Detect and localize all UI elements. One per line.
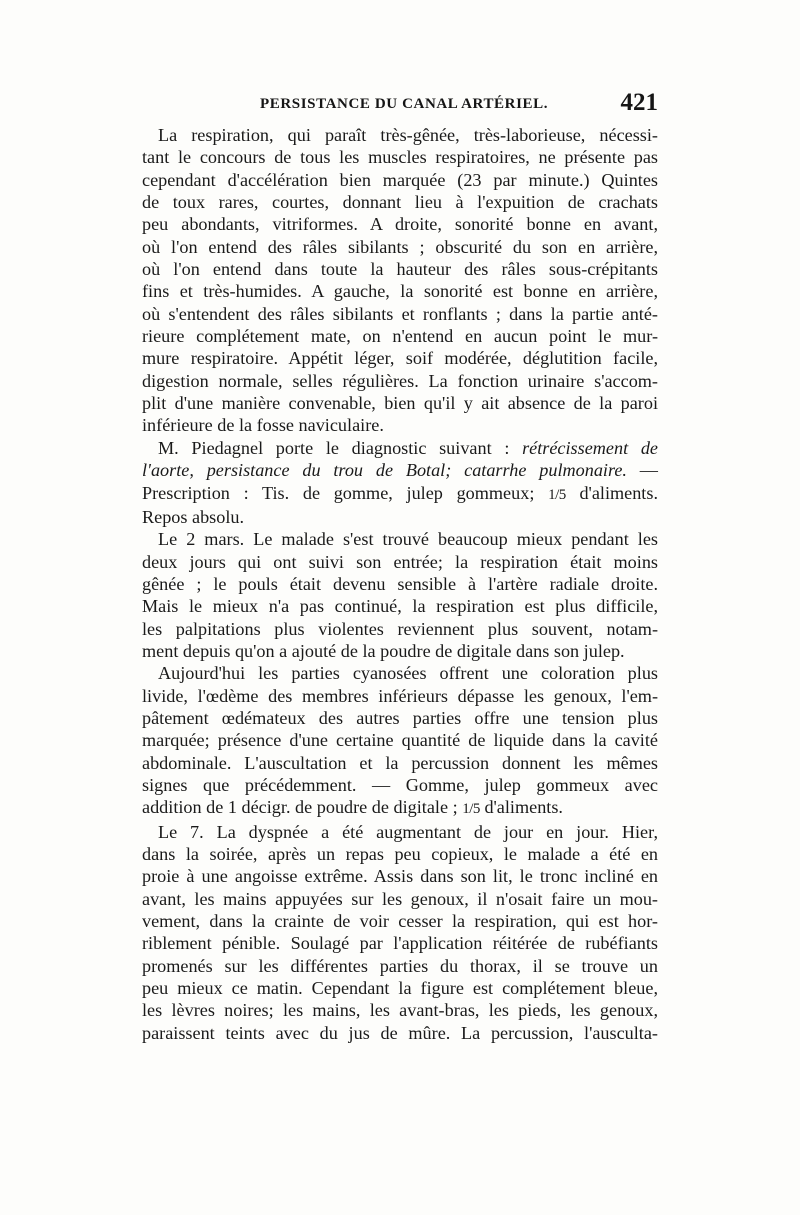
- text-line: de toux rares, courtes, donnant lieu à l'expuition de crachats: [142, 192, 658, 213]
- text-line: plit d'une manière convenable, bien qu'il y ait absence de la paroi: [142, 393, 658, 414]
- text-line: Le 2 mars. Le malade s'est trouvé beaucoup mieux pendant les: [158, 529, 658, 550]
- text-line: [142, 459, 658, 481]
- text-run: Prescription : Tis. de gomme, julep gommeux;: [142, 482, 549, 503]
- text-line: Le 7. La dyspnée a été augmentant de jour en jour. Hier,: [158, 821, 658, 842]
- running-title: PERSISTANCE DU CANAL ARTÉRIEL.: [260, 96, 549, 112]
- text-line: Repos absolu.: [142, 506, 245, 527]
- text-line: [142, 482, 658, 506]
- text-line: ment depuis qu'on a ajouté de la poudre de digitale dans son julep.: [142, 640, 625, 661]
- diagnosis-italic: l'aorte, persistance du trou de Botal; catarrhe pulmonaire.: [142, 460, 627, 481]
- text-line: [142, 796, 658, 820]
- text-line: paraissent teints avec du jus de mûre. La percussion, l'ausculta-: [142, 1022, 658, 1043]
- text-line: La respiration, qui paraît très-gênée, très-laborieuse, nécessi-: [158, 125, 658, 145]
- text-run: addition de 1 décigr. de poudre de digitale ;: [142, 797, 463, 818]
- text-line: inférieure de la fosse naviculaire.: [142, 415, 384, 436]
- text-line: signes que précédemment. — Gomme, julep gommeux avec: [142, 774, 658, 795]
- fraction: 1/5: [548, 486, 566, 503]
- text-line: riblement pénible. Soulagé par l'application réitérée de rubéfiants: [142, 933, 658, 954]
- text-run: M. Piedagnel porte le diagnostic suivant :: [158, 437, 523, 458]
- paragraph-3: [142, 528, 658, 662]
- text-line: promenés sur les différentes parties du thorax, il se trouve un: [142, 955, 658, 976]
- text-line: proie à une angoisse extrême. Assis dans son lit, le tronc incliné en: [142, 866, 658, 887]
- text-line: Mais le mieux n'a pas continué, la respiration est plus difficile,: [142, 596, 658, 617]
- text-line: où s'entendent des râles sibilants et ronflants ; dans la partie anté-: [142, 303, 658, 324]
- text-line: digestion normale, selles régulières. La fonction urinaire s'accom-: [142, 370, 658, 391]
- text-line: les palpitations plus violentes reviennent plus souvent, notam-: [142, 618, 658, 639]
- page-number: 421: [620, 89, 658, 116]
- text-run: d'aliments.: [479, 797, 563, 818]
- text-line: où l'on entend dans toute la hauteur des râles sous-crépitants: [142, 259, 658, 280]
- text-run: d'aliments.: [565, 482, 658, 503]
- text-line: peu abondants, vitriformes. A droite, sonorité bonne en avant,: [142, 214, 658, 235]
- page-header: [142, 89, 658, 124]
- text-line: gênée ; le pouls était devenu sensible à l'artère radiale droite.: [142, 573, 658, 594]
- paragraph-2: [142, 437, 658, 528]
- text-line: Aujourd'hui les parties cyanosées offrent une coloration plus: [158, 663, 658, 684]
- fraction: 1/5: [462, 801, 480, 818]
- text-line: cependant d'accélération bien marquée (23 par minute.) Quintes: [142, 169, 658, 190]
- text-line: dans la soirée, après un repas peu copieux, le malade a été en: [142, 844, 658, 864]
- text-line: deux jours qui ont suivi son entrée; la respiration était moins: [142, 551, 658, 572]
- text-line: rieure complétement mate, on n'entend en aucun point le mur-: [142, 326, 658, 347]
- text-line: les lèvres noires; les mains, les avant-bras, les pieds, les genoux,: [142, 1000, 658, 1021]
- text-line: livide, l'œdème des membres inférieurs dépasse les genoux, l'em-: [142, 685, 658, 706]
- paragraph-5: [142, 821, 658, 1044]
- text-line: tant le concours de tous les muscles respiratoires, ne présente pas: [142, 147, 658, 168]
- text-line: [142, 437, 658, 459]
- text-line: mure respiratoire. Appétit léger, soif modérée, déglutition facile,: [142, 348, 658, 369]
- text-line: abdominale. L'auscultation et la percussion donnent les mêmes: [142, 752, 658, 773]
- paragraph-4: [142, 662, 658, 820]
- text-line: vement, dans la crainte de voir cesser la respiration, qui est hor-: [142, 911, 658, 932]
- text-line: pâtement œdémateux des autres parties offre une tension plus: [142, 707, 658, 728]
- paragraph-1: [142, 124, 658, 437]
- body-text: [142, 124, 658, 1044]
- diagnosis-italic: rétrécissement de: [522, 437, 658, 458]
- text-line: avant, les mains appuyées sur les genoux, il n'osait faire un mou-: [142, 888, 658, 909]
- text-line: fins et très-humides. A gauche, la sonorité est bonne en arrière,: [142, 281, 658, 302]
- text-line: où l'on entend des râles sibilants ; obscurité du son en arrière,: [142, 236, 658, 257]
- text-line: marquée; présence d'une certaine quantité de liquide dans la cavité: [142, 730, 658, 751]
- text-line: peu mieux ce matin. Cependant la figure est complétement bleue,: [142, 978, 658, 999]
- text-run: —: [626, 460, 658, 481]
